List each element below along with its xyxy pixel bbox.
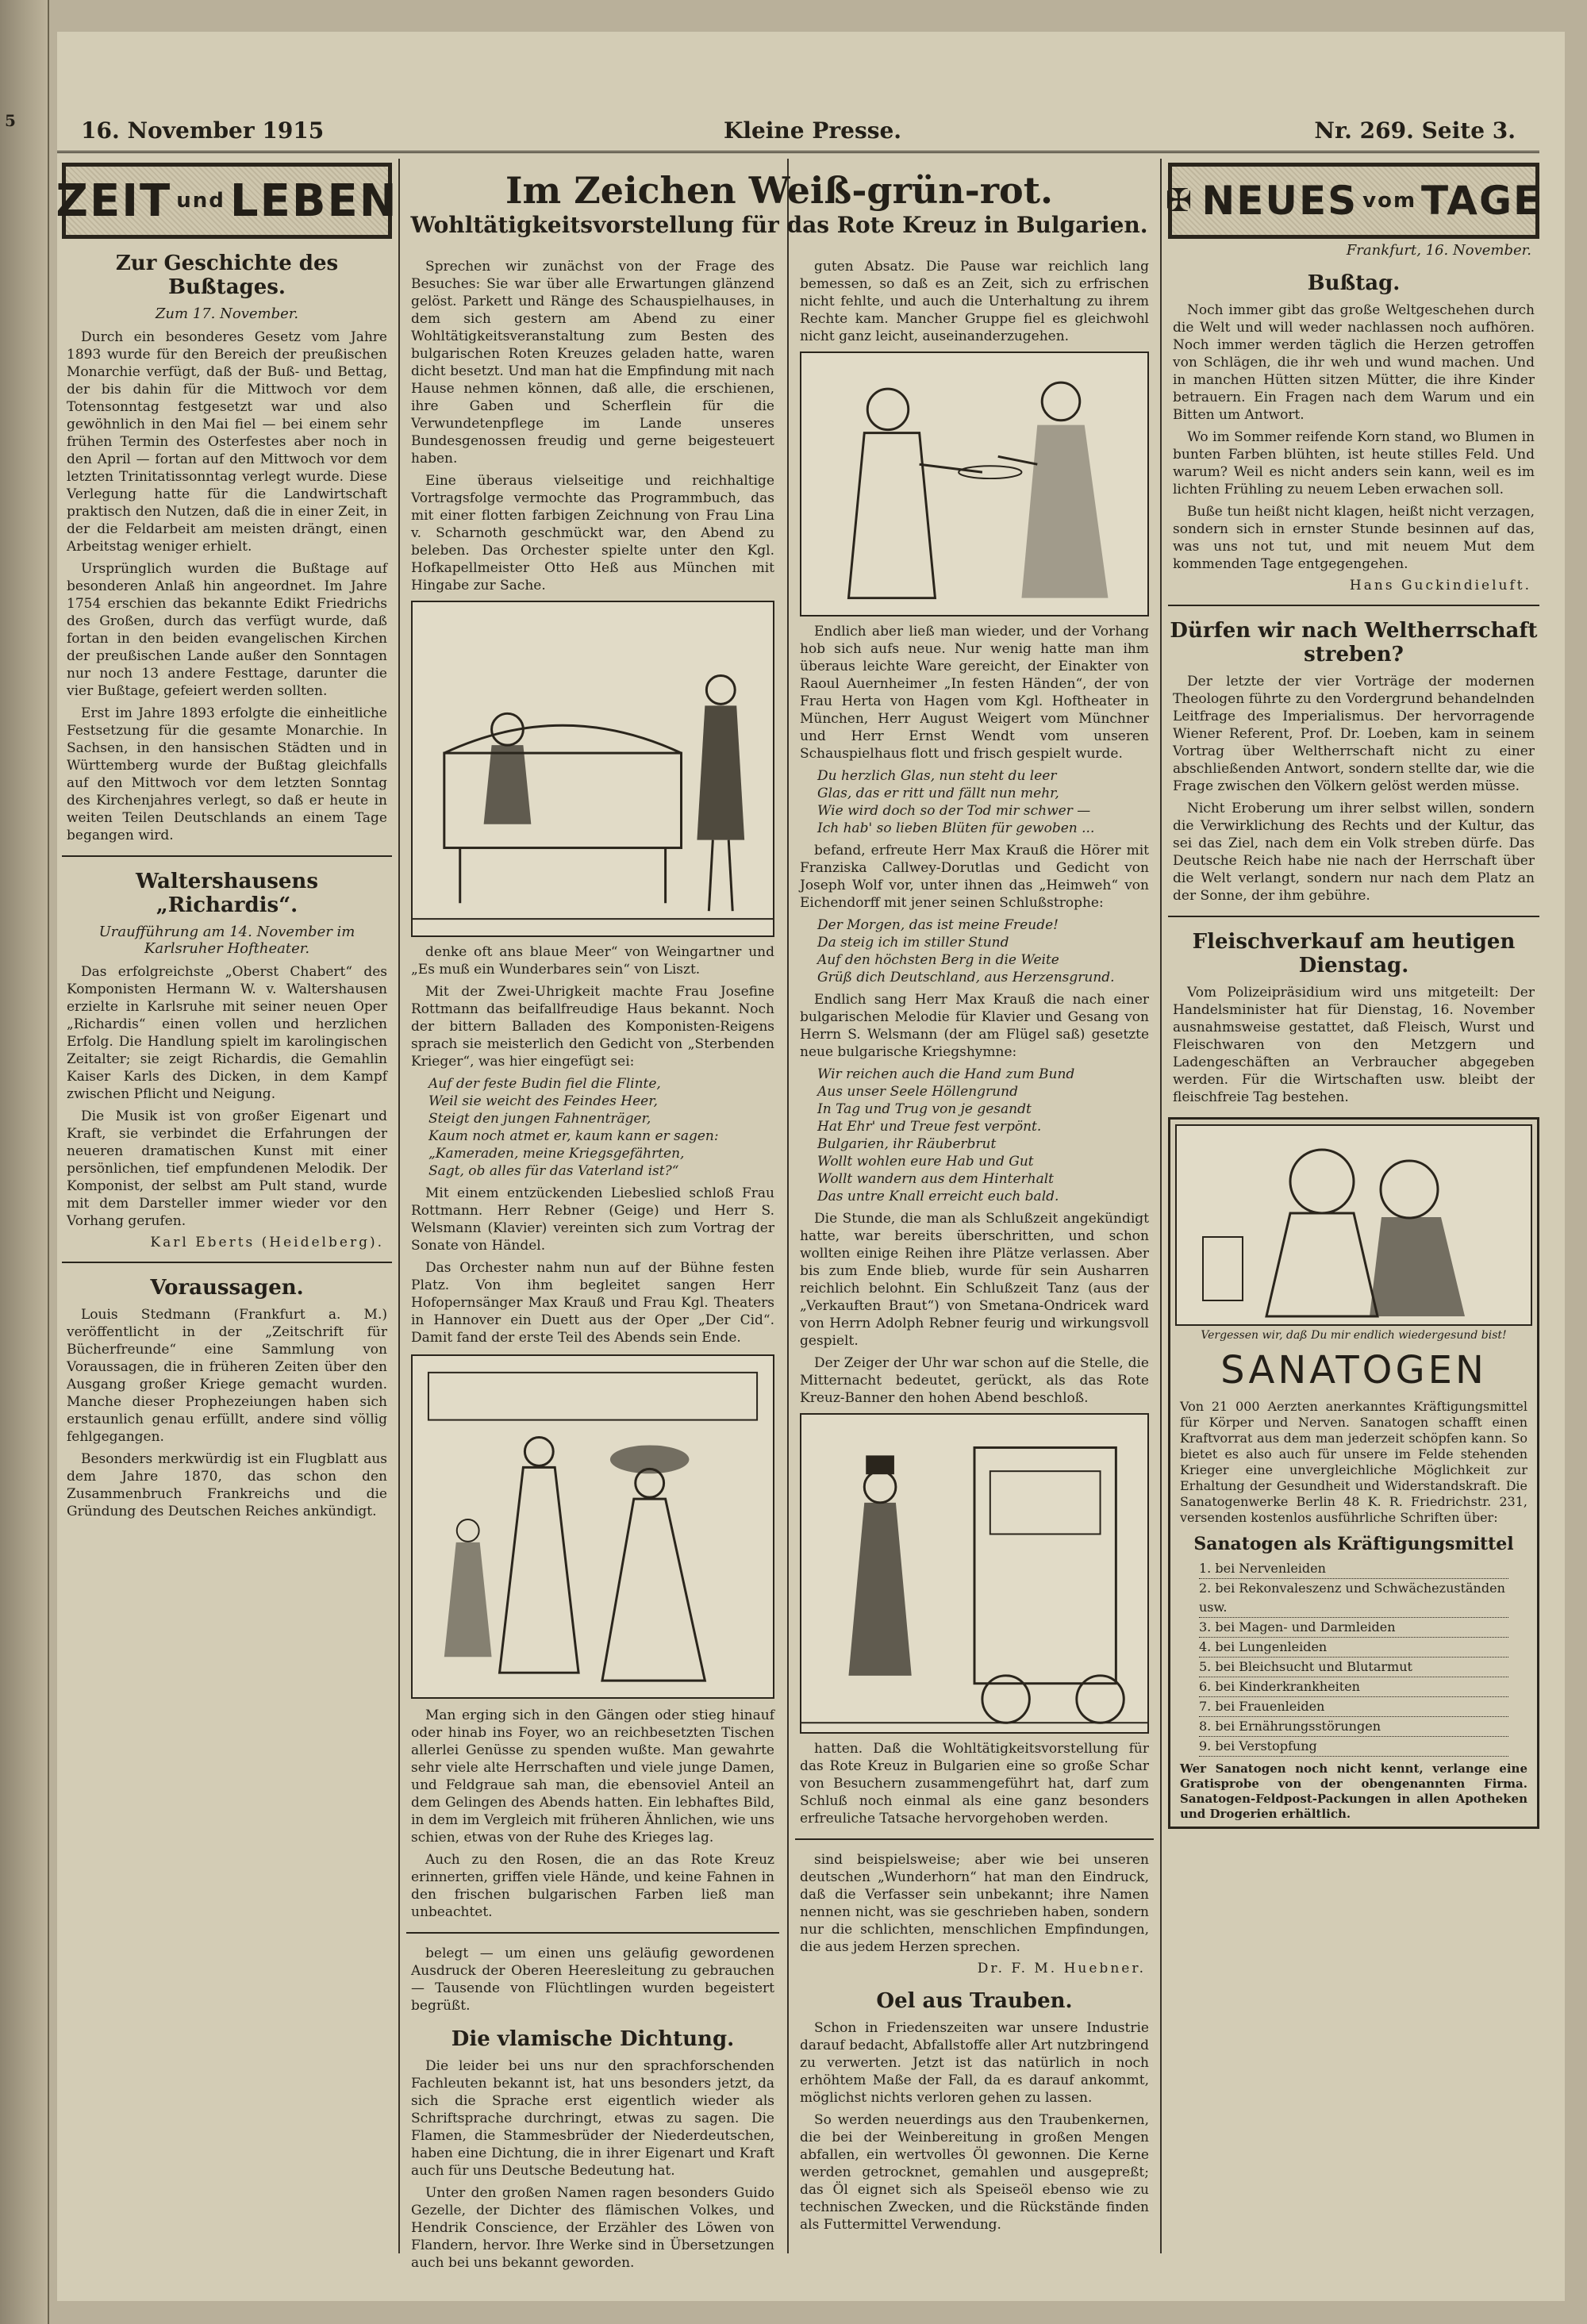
illustration-pianist	[411, 601, 774, 937]
article-headline: Voraussagen.	[150, 1276, 304, 1300]
paragraph: Unter den großen Namen ragen besonders Guido Gezelle, der Dichter des flämischen Volkes, und Hendrik Conscience, der Erzähler des Löwen von Flandern, hervor. Ihre Werke sind in Übersetzungen auch bei uns bekannt geworden.	[411, 2185, 774, 2271]
eagle-icon: ✠	[1165, 182, 1194, 219]
dateline: Frankfurt, 16. November.	[1346, 242, 1531, 259]
article-headline: Oel aus Trauben.	[876, 1989, 1073, 2013]
paragraph: Louis Stedmann (Frankfurt a. M.) veröffentlicht in der „Zeitschrift für Bücherfreunde“ eine Sammlung von Voraussagen, die in früheren Zeiten über den Ausgang großer Kriege gemacht wurden. Manche dieser Prophezeiungen haben sich erstaunlich genau erfüllt, andere sind völlig fehlgegangen.	[67, 1307, 387, 1445]
poem-line: Weil sie weicht des Feindes Heer,	[428, 1093, 658, 1109]
poem	[817, 1066, 1132, 1205]
paragraph: hatten. Daß die Wohltätigkeitsvorstellung für das Rote Kreuz in Bulgarien eine so große Schar von Besuchern zusammengeführt hat, darf zum Schluß noch einmal als eine ganz besonders erfreuliche Tatsache hervorgehoben werden.	[800, 1741, 1149, 1827]
column-rule	[1160, 159, 1162, 2253]
paragraph: Noch immer gibt das große Weltgeschehen durch die Welt und will weder nachlassen noch aufhören. Noch immer werden täglich die Herzen getroffen von Schlägen, die ihr weh und wund machen. Und in manchen Hütten sitzen Mütter, die ihre Kinder betrauern. Ein Fragen nach dem Warum und ein Bitten um Antwort.	[1173, 302, 1535, 423]
paragraph: So werden neuerdings aus den Traubenkernen, die bei der Weinbereitung in großen Mengen abfallen, ein wertvolles Öl gewonnen. Die Kerne werden getrocknet, gemahlen und ausgepreßt; das Öl eignet sich als Speiseöl ebenso wie zu technischen Zwecken, und die Rückstände finden als Futtermittel Verwendung.	[800, 2112, 1149, 2233]
ad-list-item: 4. bei Lungenleiden	[1199, 1638, 1508, 1658]
poem-line: Das untre Knall erreicht euch bald.	[817, 1189, 1059, 1204]
paragraph: Ursprünglich wurden die Bußtage auf besonderen Anlaß hin angeordnet. Im Jahre 1754 erschien das bekannte Edikt Friedrichs des Großen, durch das verfügt wurde, daß fortan in den beiden evangelischen Kirchen der preußischen Lande außer den Sonntagen nur noch 13 andere Festtage, darunter die vier Bußtage, gefeiert werden sollten.	[67, 561, 387, 699]
poem-line: In Tag und Trug von je gesandt	[817, 1101, 1032, 1117]
article-body	[1173, 673, 1535, 905]
sanatogen-advertisement	[1168, 1117, 1539, 1829]
ad-list-item: 5. bei Bleichsucht und Blutarmut	[1199, 1658, 1508, 1677]
paragraph: guten Absatz. Die Pause war reichlich lang bemessen, so daß es an Zeit, sich zu erfrischen nicht fehlte, und auch die Unterhaltung zu ihrem Rechte kam. Mancher Gruppe fiel es gleichwohl nicht ganz leicht, auseinanderzugehen.	[800, 259, 1149, 344]
main-subheadline: Wohltätigkeitsvorstellung für das Rote Kreuz in Bulgarien.	[410, 212, 1148, 238]
divider	[406, 1932, 779, 1934]
street-drawing	[801, 1415, 1147, 1732]
paragraph: Endlich aber ließ man wieder, und der Vorhang hob sich aufs neue. Nur wenig hatte man ihm überaus leichte Ware gereicht, der Einakter von Raoul Auernheimer „In festen Händen“, der von Frau Herta von Hagen vom Kgl. Hoftheater in München, Herr August Weigert vom Münchner und Herr Ernst Wendt vom unseren Schauspielhaus flott und frisch gespielt wurde.	[800, 624, 1149, 762]
poem	[817, 916, 1132, 986]
column-2-content	[406, 258, 779, 2276]
ad-list-item: 9. bei Verstopfung	[1199, 1737, 1508, 1757]
divider	[1168, 916, 1539, 917]
article-headline: Die vlamische Dichtung.	[451, 2027, 735, 2051]
ad-list	[1199, 1559, 1508, 1757]
illustration-waiter	[800, 351, 1149, 617]
paragraph: Wo im Sommer reifende Korn stand, wo Blumen in bunten Farben blühten, ist heute stilles Feld. Und warum? Weil es nicht anders sein kann, weil es im lichten Frühling zu neuem Leben erwachen soll.	[1173, 429, 1535, 497]
article-body	[800, 1851, 1149, 1956]
article-body	[411, 1185, 774, 1346]
poem	[428, 1075, 757, 1180]
masthead-word: NEUES	[1201, 178, 1358, 224]
ad-list-item: 3. bei Magen- und Darmleiden	[1199, 1618, 1508, 1638]
ad-list-item: 7. bei Frauenleiden	[1199, 1697, 1508, 1717]
masthead-word: TAGE	[1421, 178, 1543, 224]
paragraph: Schon in Friedenszeiten war unsere Industrie darauf bedacht, Abfallstoffe aller Art nutzbringend zu verwerten. Jetzt ist das natürlich in noch erhöhtem Maße der Fall, da es darauf ankommt, möglichst nichts verloren gehen zu lassen.	[800, 2020, 1149, 2106]
poem-line: Bulgarien, ihr Räuberbrut	[817, 1136, 997, 1152]
column-rule	[398, 159, 400, 2253]
poem-line: Auf der feste Budin fiel die Flinte,	[428, 1076, 661, 1092]
paragraph: Durch ein besonderes Gesetz vom Jahre 1893 wurde für den Bereich der preußischen Monarchie verfügt, daß der Buß- und Bettag, der bis dahin für die Mittwoch vor dem Totensonntag festgesetzt war und also gewöhnlich in den Mai fiel — bei einem sehr frühen Termin des Osterfestes aber noch in den April — fortan auf den Mittwoch vor dem letzten Trinitatissonntag verlegt wurde. Diese Verlegung hatte für die Landwirtschaft praktisch den Nutzen, daß die in einer Zeit, in der die Feldarbeit am meisten drängt, einen Arbeitstag weniger erhielt.	[67, 329, 387, 555]
paragraph: Erst im Jahre 1893 erfolgte die einheitliche Festsetzung für die gesamte Monarchie. In Sachsen, in den hansischen Städten und in Württemberg wurde der Bußtag gleichfalls auf den Mittwoch vor dem letzten Sonntag des Kirchenjahres verlegt, so daß er heute in weiten Teilen Deutschlands an einem Tage begangen wird.	[67, 705, 387, 843]
divider	[62, 1262, 392, 1263]
poem-line: „Kameraden, meine Kriegsgefährten,	[428, 1146, 685, 1162]
paragraph: befand, erfreute Herr Max Krauß die Hörer mit Franziska Callwey-Dorutlas und Gedicht von Joseph Wolf vor, unter ihnen das „Heimweh“ von Eichendorff mit jener seinen Schlußstrophe:	[800, 843, 1149, 911]
ad-list-title: Sanatogen als Kräftigungsmittel	[1193, 1534, 1514, 1554]
binding-page-number: 5	[5, 111, 16, 130]
poem-line: Kaum noch atmet er, kaum kann er sagen:	[428, 1128, 719, 1144]
ad-list-item: 8. bei Ernährungsstörungen	[1199, 1717, 1508, 1737]
paragraph: Die leider bei uns nur den sprachforschenden Fachleuten bekannt ist, hat uns besonders jetzt, da sich die Sprache erst eigentlich wieder als Schriftsprache durchringt, etwas zu sagen. Die Flamen, die Stammesbrüder der Niederdeutschen, haben eine Dichtung, die in ihrer Eigenart und Kraft auch für uns Deutsche Bedeutung hat.	[411, 2058, 774, 2179]
paragraph: Sprechen wir zunächst von der Frage des Besuches: Sie war über alle Erwartungen glänzend gelöst. Parkett und Ränge des Schauspielhauses, in dem sich gestern am Abend zu einer Wohltätigkeitsveranstaltung zum Besten des bulgarischen Roten Kreuzes geladen hatte, waren dicht besetzt. Und man hat die Empfindung mit nach Hause nehmen können, daß alle, die erschienen, ihre Gaben und Scherflein für die Verwundetenpflege im Lande unseres Bundesgenossen freudig und gerne beigesteuert haben.	[411, 259, 774, 467]
article-byline: Hans Guckindieluft.	[1349, 578, 1531, 593]
poem	[817, 767, 1132, 837]
poem-line: Wollt wohlen eure Hab und Gut	[817, 1154, 1034, 1170]
article-body	[1173, 984, 1535, 1106]
article-headline: Dürfen wir nach Weltherrschaft streben?	[1170, 619, 1538, 666]
article-body	[67, 1306, 387, 1520]
article-body	[411, 1945, 774, 2015]
column-rule	[787, 159, 789, 2253]
article-body	[800, 623, 1149, 763]
masthead-word: ZEIT	[56, 175, 172, 227]
neues-vom-tage-masthead	[1165, 163, 1543, 239]
ad-illustration	[1175, 1124, 1532, 1326]
article-body	[67, 963, 387, 1230]
ad-list-item: 1. bei Nervenleiden	[1199, 1559, 1508, 1579]
main-headline: Im Zeichen Weiß-grün-rot.	[505, 169, 1053, 212]
paragraph: Vom Polizeipräsidium wird uns mitgeteilt: Der Handelsminister hat für Dienstag, 16. November ausnahmsweise gestattet, daß Fleisch, Wurst und Fleischwaren von den Metzgern und Ladengeschäften an Verbraucher abgegeben werden. Für die Wirtschaften usw. bleibt der fleischfreie Tag bestehen.	[1173, 985, 1535, 1105]
poem-line: Aus unser Seele Höllengrund	[817, 1084, 1018, 1100]
paragraph: Endlich sang Herr Max Krauß die nach einer bulgarischen Melodie für Klavier und Gesang von Herrn S. Welsmann (der am Flügel saß) gesetzte neue bulgarische Kriegshymne:	[800, 992, 1149, 1060]
paragraph: Das Orchester nahm nun auf der Bühne festen Platz. Von ihm begleitet sangen Herr Hofopernsänger Max Krauß und Frau Kgl. Theaters in Hannover ein Duett aus der Oper „Der Cid“. Damit fand der erste Teil des Abends sein Ende.	[411, 1260, 774, 1346]
article-subhead: Zum 17. November.	[155, 305, 299, 322]
paragraph: Auch zu den Rosen, die an das Rote Kreuz erinnerten, griffen viele Hände, und keine Fahnen in den frischen bulgarischen Farben ließ man unbeachtet.	[411, 1852, 774, 1920]
paragraph: Mit einem entzückenden Liebeslied schloß Frau Rottmann. Herr Rebner (Geige) und Herr S. Welsmann (Klavier) vereinten sich zum Vortrag der Sonate von Händel.	[411, 1185, 774, 1254]
paragraph: Besonders merkwürdig ist ein Flugblatt aus dem Jahre 1870, das schon den Zusammenbruch Frankreichs und die Gründung des Deutschen Reiches ankündigt.	[67, 1451, 387, 1519]
illustration-street-scene	[800, 1413, 1149, 1734]
poem-line: Steigt den jungen Fahnenträger,	[428, 1111, 651, 1127]
article-body	[411, 1707, 774, 1921]
paragraph: Buße tun heißt nicht klagen, heißt nicht verzagen, sondern sich in ernster Stunde besinnen auf das, was uns not tut, und mit neuem Mut dem kommenden Tage entgegengehen.	[1173, 504, 1535, 572]
paragraph: Man erging sich in den Gängen oder stieg hinauf oder hinab ins Foyer, wo an reichbesetzten Tischen allerlei Genüsse zu spenden wußte. Man gewahrte sehr viele alte Herrschaften und viele junge Damen, und Feldgraue sah man, die ebensoviel Anteil an dem Gelingen des Abends hatten. Ein lebhaftes Bild, in dem im Vergleich mit früheren Ähnlichen, wie uns schien, etwas von der Ruhe des Krieges lag.	[411, 1707, 774, 1846]
runhead-issue: Nr. 269. Seite 3.	[1314, 117, 1516, 144]
paragraph: belegt — um einen uns geläufig gewordenen Ausdruck der Oberen Heeresleitung zu gebrauchen — Tausende von Flüchtlingen wurden begeistert begrüßt.	[411, 1946, 774, 2014]
divider	[1168, 605, 1539, 606]
ad-brand: SANATOGEN	[1220, 1348, 1487, 1392]
article-body	[800, 1210, 1149, 1407]
foyer-drawing	[413, 1356, 773, 1697]
runhead-paper-name: Kleine Presse.	[724, 117, 902, 144]
paragraph: Die Musik ist von großer Eigenart und Kraft, sie verbindet die Erfahrungen der neueren dramatischen Kunst mit einer persönlichen, tief empfundenen Melodik. Der Komponist, der selbst am Pult stand, wurde mit dem Darsteller immer wieder vor den Vorhang gerufen.	[67, 1108, 387, 1229]
poem-line: Du herzlich Glas, nun steht du leer	[817, 768, 1057, 784]
runhead-date: 16. November 1915	[81, 117, 325, 144]
pianist-drawing	[413, 602, 773, 935]
article-headline: Bußtag.	[1307, 271, 1401, 295]
article-byline: Dr. F. M. Huebner.	[977, 1961, 1146, 1976]
zeit-und-leben-masthead	[56, 163, 398, 239]
poem-line: Da steig ich im stiller Stund	[817, 935, 1009, 951]
article-body	[67, 328, 387, 844]
paragraph: Eine überaus vielseitige und reichhaltige Vortragsfolge vermochte das Programmbuch, das mit einer flotten farbigen Zeichnung von Frau Lina v. Scharnoth geschmückt war, den Abend zu beleben. Das Orchester spielte unter den Kgl. Hofkapellmeister Otto Heß aus München mit Hingabe zur Sache.	[411, 473, 774, 593]
ad-footer: Wer Sanatogen noch nicht kennt, verlange eine Gratisprobe von der obengenannten Firma. Sanatogen-Feldpost-Packungen in allen Apotheken und Drogerien erhältlich.	[1180, 1761, 1527, 1821]
poem-line: Wir reichen auch die Hand zum Bund	[817, 1066, 1075, 1082]
masthead-word: und	[176, 189, 225, 213]
paragraph: Mit der Zwei-Uhrigkeit machte Frau Josefine Rottmann das beifallfreudige Haus bekannt. Noch der bittern Balladen des Komponisten-Reigens sprach sie meisterlich den Gedicht von „Sterbenden Krieger“, was hier eingefügt sei:	[411, 984, 774, 1070]
article-byline: Karl Eberts (Heidelberg).	[150, 1235, 384, 1250]
page-binding	[0, 0, 49, 2324]
article-body	[800, 1740, 1149, 1827]
article-body	[800, 991, 1149, 1061]
poem-line: Wollt wandern aus dem Hinterhalt	[817, 1171, 1054, 1187]
headline-block	[406, 163, 1152, 249]
column-4	[1165, 163, 1543, 2297]
article-headline: Waltershausens „Richardis“.	[136, 870, 318, 917]
poem-line: Der Morgen, das ist meine Freude!	[817, 917, 1059, 933]
column-1	[56, 163, 398, 2297]
article-body	[800, 2019, 1149, 2234]
newspaper-page	[57, 32, 1565, 2301]
poem-line: Ich hab' so lieben Blüten für gewoben ...	[817, 820, 1095, 836]
ad-list-item: 6. bei Kinderkrankheiten	[1199, 1677, 1508, 1697]
ad-caption: Vergessen wir, daß Du mir endlich wiedergesund bist!	[1201, 1329, 1507, 1342]
article-headline: Fleischverkauf am heutigen Dienstag.	[1192, 930, 1516, 978]
article-body	[800, 842, 1149, 912]
couple-drawing	[1177, 1126, 1531, 1324]
poem-line: Hat Ehr' und Treue fest verpönt.	[817, 1119, 1042, 1135]
paragraph: denke oft ans blaue Meer“ von Weingartner und „Es muß ein Wunderbares sein“ von Liszt.	[411, 944, 774, 978]
article-subhead: Uraufführung am 14. November im Karlsruher Hoftheater.	[98, 924, 355, 957]
poem-line: Wie wird doch so der Tod mir schwer —	[817, 803, 1091, 819]
article-body	[411, 2057, 774, 2272]
poem-line: Glas, das er ritt und fällt nun mehr,	[817, 786, 1059, 801]
illustration-foyer	[411, 1354, 774, 1699]
paragraph: Die Stunde, die man als Schlußzeit angekündigt hatte, war bereits überschritten, und schon wollten einige Reihen ihre Plätze verlassen. Aber bis zum Ende blieb, wurde für sein Ausharren reichlich belohnt. Ein Schlußzeit Tanz (aus der „Verkauften Braut“) von Smetana-Ondricek ward von Herrn Adolph Rebner feurig und wirkungsvoll gespielt.	[800, 1211, 1149, 1349]
paragraph: sind beispielsweise; aber wie bei unseren deutschen „Wunderhorn“ hat man den Eindruck, daß die Verfasser sein unbekannt; ihre Namen nennen nicht, was sie geschrieben haben, sondern nur die schlichten, menschlichen Empfindungen, die aus jedem Herzen sprechen.	[800, 1852, 1149, 1955]
article-body	[411, 943, 774, 1070]
divider	[62, 855, 392, 857]
poem-line: Auf den höchsten Berg in die Weite	[817, 952, 1059, 968]
article-body	[1173, 302, 1535, 573]
paragraph: Der letzte der vier Vorträge der modernen Theologen führte zu den Vordergrund behandelnden Leitfrage des Imperialismus. Der hervorragende Wiener Referent, Prof. Dr. Loeben, kam in seinem Vortrag über Weltherrschaft nicht zu einer abschließenden Antwort, sondern stellte dar, wie die Frage zwischen den Völkern gelöst werden müsse.	[1173, 674, 1535, 794]
ad-list-item: 2. bei Rekonvaleszenz und Schwächezuständen usw.	[1199, 1579, 1508, 1618]
article-headline: Zur Geschichte des Bußtages.	[115, 252, 339, 299]
divider	[795, 1838, 1154, 1840]
article-body	[800, 258, 1149, 345]
poem-line: Sagt, ob alles für das Vaterland ist?“	[428, 1163, 679, 1179]
masthead-word: vom	[1362, 189, 1417, 213]
article-body	[411, 258, 774, 594]
ad-text: Von 21 000 Aerzten anerkanntes Kräftigungsmittel für Körper und Nerven. Sanatogen schafft einen Kraftvorrat aus dem man jederzeit schöpfen kann. So bietet es also auch für unsere im Felde stehenden Krieger eine unvergleichliche Möglichkeit zur Erhaltung der Gesundheit und Widerstandskraft. Die Sanatogenwerke Berlin 48 K. R. Friedrichstr. 231, versenden kostenlos ausführliche Schriften über:	[1180, 1399, 1527, 1525]
poem-line: Grüß dich Deutschland, aus Herzensgrund.	[817, 970, 1115, 985]
paragraph: Das erfolgreichste „Oberst Chabert“ des Komponisten Hermann W. v. Waltershausen erzielte in Karlsruhe mit seiner neuen Oper „Richardis“ einen vollen und herzlichen Erfolg. Die Handlung spielt im karolingischen Zeitalter; sie zeigt Richardis, die Gemahlin Kaiser Karls des Dicken, in dem Kampf zwischen Pflicht und Neigung.	[67, 964, 387, 1102]
column-3	[795, 258, 1154, 2297]
masthead-word: LEBEN	[229, 175, 398, 227]
paragraph: Nicht Eroberung um ihrer selbst willen, sondern die Verwirklichung des Rechts und der Kultur, das sei das Ziel, nach dem ein Volk streben dürfe. Das Deutsche Reich habe nie nach der Herrschaft über die Welt verlangt, sondern nur nach dem Platz an der Sonne, der ihm gebühre.	[1173, 801, 1535, 904]
waiter-drawing	[801, 353, 1147, 615]
paragraph: Der Zeiger der Uhr war schon auf die Stelle, die Mitternacht bedeutet, gerückt, als das Rote Kreuz-Banner den hohen Abend beschloß.	[800, 1355, 1149, 1406]
running-head	[57, 111, 1539, 153]
